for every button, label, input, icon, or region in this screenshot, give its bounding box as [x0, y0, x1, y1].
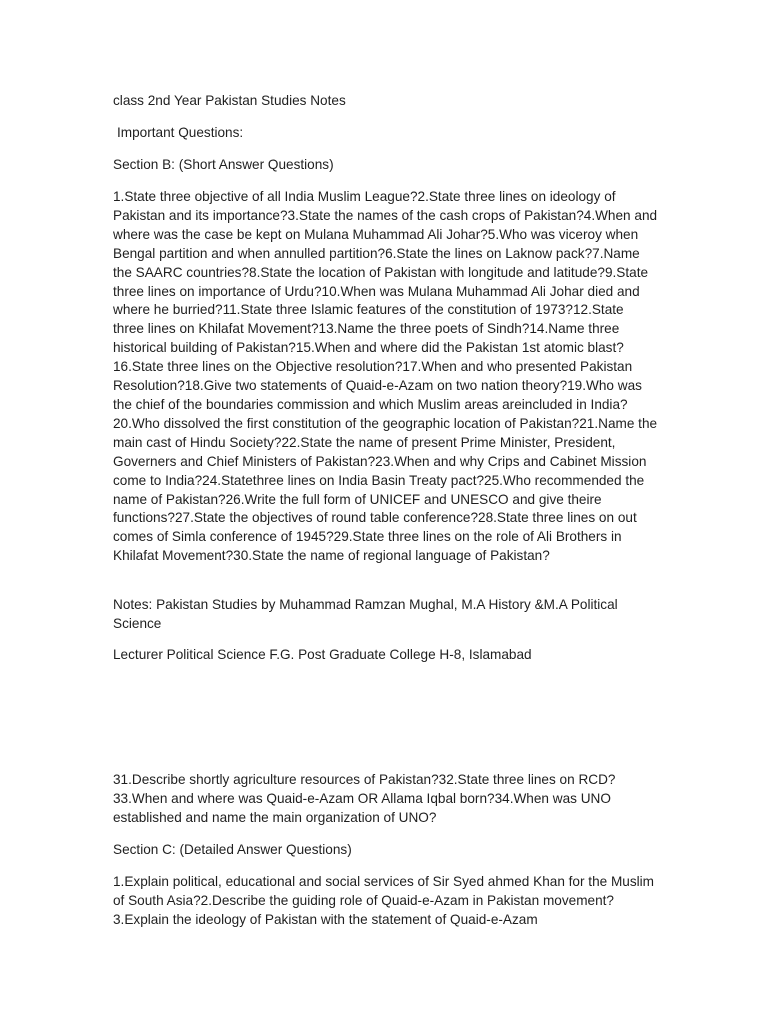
- section-b-questions: 1.State three objective of all India Muslim League?2.State three lines on ideology of Pakistan and its importance?3.State the names of the cash crops of Pakistan?4.When and where was the case be kept on Mulana Muhammad Ali Johar?5.Who was viceroy when Bengal partition and when annulled partition?6.State the lines on Laknow pack?7.Name the SAARC countries?8.State the location of Pakistan with longitude and latitude?9.State three lines on importance of Urdu?10.When was Mulana Muhammad Ali Johar died and where he burried?11.State three Islamic features of the constitution of 1973?12.State three lines on Khilafat Movement?13.Name the three poets of Sindh?14.Name three historical building of Pakistan?15.When and where did the Pakistan 1st atomic blast?16.State three lines on the Objective resolution?17.When and who presented Pakistan Resolution?18.Give two statements of Quaid-e-Azam on two nation theory?19.Who was the chief of the boundaries commission and which Muslim areas areincluded in India?20.Who dissolved the first constitution of the geographic location of Pakistan?21.Name the main cast of Hindu Society?22.State the name of present Prime Minister, President, Governers and Chief Ministers of Pakistan?23.When and why Crips and Cabinet Mission come to India?24.Statethree lines on India Basin Treaty pact?25.Who recommended the name of Pakistan?26.Write the full form of UNICEF and UNESCO and give theire functions?27.State the objectives of round table conference?28.State three lines on out comes of Simla conference of 1945?29.State three lines on the role of Ali Brothers in Khilafat Movement?30.State the name of regional language of Pakistan?: [113, 189, 658, 564]
- section-c-heading: Section C: (Detailed Answer Questions): [113, 842, 352, 857]
- document-title: class 2nd Year Pakistan Studies Notes: [113, 93, 346, 108]
- lecturer-credit: Lecturer Political Science F.G. Post Graduate College H-8, Islamabad: [113, 647, 532, 662]
- section-c-questions: 1.Explain political, educational and social services of Sir Syed ahmed Khan for the Muslim of South Asia?2.Describe the guiding role of Quaid-e-Azam in Pakistan movement?3.Explain the ideology of Pakistan with the statement of Quaid-e-Azam: [113, 874, 655, 927]
- important-questions-heading: Important Questions:: [117, 125, 244, 140]
- section-b-questions-continued: 31.Describe shortly agriculture resources of Pakistan?32.State three lines on RCD?33.When and where was Quaid-e-Azam OR Allama Iqbal born?34.When was UNO established and name the main organization of UNO?: [113, 772, 616, 825]
- section-b-heading: Section B: (Short Answer Questions): [113, 157, 334, 172]
- notes-credit: Notes: Pakistan Studies by Muhammad Ramzan Mughal, M.A History &M.A Political Science: [113, 597, 618, 631]
